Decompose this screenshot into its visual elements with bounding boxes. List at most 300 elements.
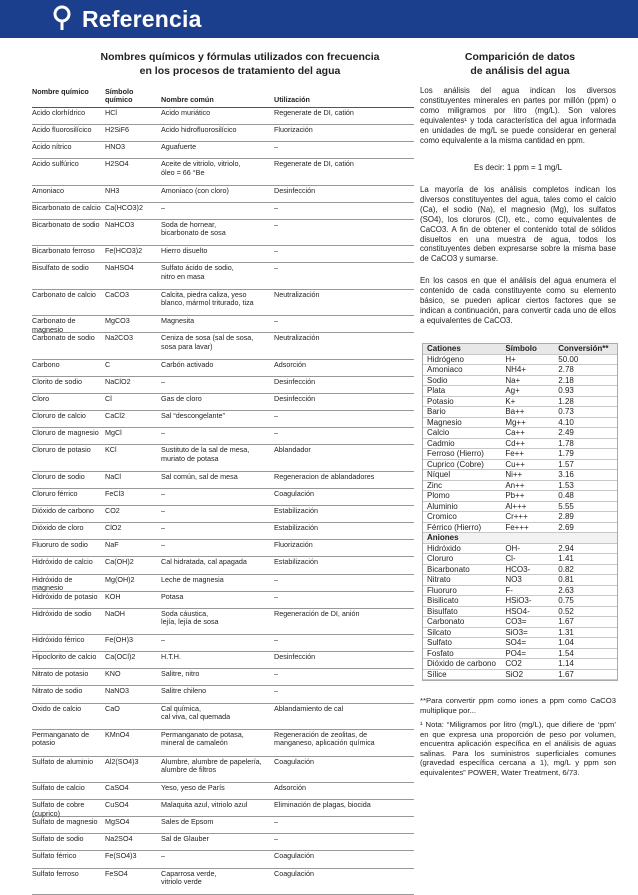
table-cell: HCl <box>105 107 117 117</box>
table-row <box>32 142 414 159</box>
conversion-row <box>423 523 617 534</box>
conversion-cell: F- <box>505 585 513 595</box>
table-cell: Carbonato de calcio <box>32 289 96 299</box>
conversion-row <box>423 460 617 471</box>
conversion-row <box>423 428 617 439</box>
conversion-cell: CO3= <box>505 617 527 626</box>
anion-header <box>423 533 617 544</box>
conversion-row <box>423 607 617 618</box>
table-cell: Yeso, yeso de París <box>161 783 225 793</box>
conversion-cell: 0.75 <box>558 596 574 605</box>
conversion-cell: Nitrato <box>427 575 451 584</box>
table-cell: Sal de Glauber <box>161 834 209 844</box>
intro-paragraph: Los análisis del agua indican los diversos constituyentes minerales en partes por millón (ppm) o como miligramos por litro (mg/L). Son valores equivalentes¹ y toda característica del agua informada en unidades de mg/L se puede considerar en general como equivalente a la misma cantidad en ppm. <box>420 86 616 145</box>
table-row <box>32 203 414 220</box>
table-row <box>32 316 414 333</box>
table-cell: – <box>274 635 278 645</box>
table-cell: Potasa <box>161 591 184 601</box>
conversion-cell: HCO3- <box>505 564 531 574</box>
table-cell: Nitrato de potasio <box>32 669 89 679</box>
conversion-cell: 3.16 <box>558 470 574 479</box>
table-cell: Sal “descongelante” <box>161 411 225 421</box>
table-row <box>32 125 414 142</box>
table-cell: Hierro disuelto <box>161 246 208 256</box>
conversion-cell: Sulfato <box>427 638 452 647</box>
conversion-header <box>423 344 617 355</box>
conversion-cell: Hidrógeno <box>427 354 464 364</box>
table-cell: – <box>274 669 278 679</box>
table-row <box>32 246 414 263</box>
table-cell: Sulfato de cobre (cuprico) <box>32 800 85 818</box>
table-cell: Salitre, nitro <box>161 669 200 679</box>
conversion-paragraph: En los casos en que el análisis del agua enumera el contenido de cada constituyente como su elemento básico, se pueden aplicar ciertos factores que se indican a continuación, para convertir cada uno de ellos a equivalentes de CaCO3. <box>420 276 616 325</box>
table-cell: Mg(OH)2 <box>105 574 135 584</box>
table-row <box>32 540 414 557</box>
table-row <box>32 652 414 669</box>
conversion-row <box>423 628 617 639</box>
table-row <box>32 411 414 428</box>
conversion-cell: NH4+ <box>505 365 526 374</box>
conversion-cell: 2.69 <box>558 522 574 532</box>
table-cell: Coagulación <box>274 489 314 499</box>
search-icon <box>52 5 72 31</box>
conversion-cell: Dióxido de carbono <box>427 659 496 668</box>
table-cell: – <box>274 219 278 229</box>
table-cell: Regeneración de DI, anión <box>274 608 360 618</box>
table-cell: H2SO4 <box>105 159 129 169</box>
table-cell: – <box>274 834 278 844</box>
table-cell: Regeneración de zeolitas, de manganeso, aplicación química <box>274 730 375 748</box>
conversion-cell: Ferroso (Hierro) <box>427 449 484 458</box>
conversion-cell: 1.67 <box>558 617 574 626</box>
table-row <box>32 333 414 360</box>
conversion-cell: SiO2 <box>505 669 524 679</box>
conversion-cell: 50.00 <box>558 354 579 364</box>
conversion-cell: 0.93 <box>558 386 574 395</box>
conversion-cell: Fosfato <box>427 648 454 658</box>
table-cell: Bicarbonato ferroso <box>32 246 95 256</box>
table-cell: Cloruro de magnesio <box>32 428 99 438</box>
table-cell: – <box>274 686 278 696</box>
table-cell: Cloro <box>32 394 50 404</box>
table-cell: – <box>274 428 278 438</box>
table-cell: NaOH <box>105 608 125 618</box>
table-cell: Sustituto de la sal de mesa, muriato de potasa <box>161 445 250 463</box>
table-cell: Caparrosa verde, vitriolo verde <box>161 868 217 886</box>
table-cell: Cal química, cal viva, cal quemada <box>161 703 231 721</box>
table-cell: Na2CO3 <box>105 333 133 343</box>
conversion-cell: Cu++ <box>505 459 525 469</box>
conversion-cell: 1.04 <box>558 638 574 647</box>
table-cell: Ablandamiento de cal <box>274 703 344 713</box>
table-cell: Fe(SO4)3 <box>105 851 137 861</box>
table-cell: Coagulación <box>274 868 314 878</box>
equation: Es decir: 1 ppm = 1 mg/L <box>474 163 562 172</box>
table-cell: Adsorción <box>274 783 306 793</box>
table-cell: NaHCO3 <box>105 219 135 229</box>
table-cell: KNO <box>105 669 121 679</box>
page-title: Referencia <box>82 6 202 32</box>
table-cell: Na2SO4 <box>105 834 133 844</box>
table-cell: Cl <box>105 394 112 404</box>
table-cell: NH3 <box>105 185 120 195</box>
conversion-cell: Cromico <box>427 512 457 521</box>
table-cell: Eliminación de plagas, biocida <box>274 800 371 810</box>
conversion-row <box>423 670 617 681</box>
conversion-cell: Cadmio <box>427 438 455 448</box>
table-cell: Sulfato de aluminio <box>32 756 94 766</box>
header-banner <box>0 0 638 38</box>
table-cell: NaF <box>105 540 119 550</box>
table-cell: Permanganato de potasa, mineral de camaleón <box>161 730 244 748</box>
conversion-cell: Magnesio <box>427 417 462 427</box>
table-cell: – <box>274 316 278 326</box>
table-cell: Al2(SO4)3 <box>105 756 139 766</box>
conversion-cell: Cationes <box>427 344 461 353</box>
table-cell: – <box>274 574 278 584</box>
table-cell: Gas de cloro <box>161 394 202 404</box>
table-cell: Acido nítrico <box>32 142 72 151</box>
table-row <box>32 186 414 203</box>
table-cell: Magnesita <box>161 316 195 326</box>
table-cell: – <box>274 411 278 421</box>
conversion-cell: Níquel <box>427 470 451 479</box>
table-cell: Estabilización <box>274 506 318 516</box>
table-cell: Permanganato de potasio <box>32 730 90 748</box>
table-cell: Cal hidratada, cal apagada <box>161 557 247 567</box>
table-cell: Carbonato de sodio <box>32 333 95 343</box>
table-cell: Cloruro de calcio <box>32 411 86 421</box>
table-cell: – <box>161 540 165 550</box>
conversion-row <box>423 565 617 576</box>
conversion-cell: H+ <box>505 354 516 364</box>
conversion-cell: Potasio <box>427 396 454 406</box>
conversion-cell: Plata <box>427 386 446 395</box>
table-cell: Fe(OH)3 <box>105 635 133 645</box>
conversion-cell: 1.54 <box>558 648 574 658</box>
table-cell: Regenerate de DI, catión <box>274 107 354 117</box>
table-cell: Desinfección <box>274 185 316 195</box>
table-row <box>32 263 414 290</box>
table-cell: Oxido de calcio <box>32 703 82 713</box>
table-cell: Sales de Epsom <box>161 817 214 827</box>
table-cell: Regenerate de DI, catión <box>274 159 354 169</box>
conversion-cell: Amoniaco <box>427 365 463 374</box>
table-body <box>32 108 414 895</box>
table-row <box>32 817 414 834</box>
table-cell: Alumbre, alumbre de papelería, alumbre de filtros <box>161 756 262 774</box>
conversion-row <box>423 512 617 523</box>
table-cell: Cloruro férrico <box>32 489 78 499</box>
table-row <box>32 669 414 686</box>
conversion-cell: Ag+ <box>505 386 520 395</box>
conversion-cell: PO4= <box>505 648 526 658</box>
table-cell: Clorito de sodio <box>32 377 82 387</box>
table-row <box>32 445 414 472</box>
table-row <box>32 730 414 757</box>
table-row <box>32 523 414 540</box>
conversion-row <box>423 575 617 586</box>
table-cell: Acido muriático <box>161 107 211 117</box>
table-cell: CuSO4 <box>105 800 129 810</box>
table-cell: Acido fluorosilícico <box>32 124 92 134</box>
conversion-cell: Al+++ <box>505 501 527 511</box>
table-row <box>32 575 414 592</box>
table-cell: Cloruro de potasio <box>32 445 91 455</box>
table-cell: Sulfato de sodio <box>32 834 84 844</box>
table-cell: Desinfección <box>274 394 316 404</box>
conversion-cell: 1.67 <box>558 669 574 679</box>
footnote-conversion: **Para convertir ppm como iones a ppm como CaCO3 multiplique por... <box>420 696 616 715</box>
table-cell: H.T.H. <box>161 652 181 662</box>
table-cell: Sulfato de calcio <box>32 783 85 793</box>
conversion-row <box>423 596 617 607</box>
conversion-row <box>423 586 617 597</box>
table-cell: Amoniaco (con cloro) <box>161 185 229 195</box>
conversion-row <box>423 386 617 397</box>
conversion-cell: Símbolo <box>505 344 537 353</box>
table-cell: Coagulación <box>274 851 314 861</box>
table-cell: Hidróxido de magnesio <box>32 574 73 592</box>
table-cell: Bicarbonato de sodio <box>32 219 100 229</box>
conversion-cell: 2.89 <box>558 512 574 521</box>
conversion-cell: Férrico (Hierro) <box>427 522 482 532</box>
conversion-cell: Pb++ <box>505 491 525 500</box>
conversion-cell: 2.49 <box>558 428 574 437</box>
table-cell: Neutralización <box>274 333 320 343</box>
table-cell: Soda cáustica, lejía, lejía de sosa <box>161 608 219 627</box>
table-cell: Estabilización <box>274 523 318 533</box>
conversion-row <box>423 355 617 366</box>
conversion-row <box>423 502 617 513</box>
table-row <box>32 290 414 317</box>
table-cell: Soda de hornear, bicarbonato de sosa <box>161 219 226 238</box>
table-row <box>32 159 414 186</box>
header-cell: Utilización <box>274 95 310 104</box>
table-cell: C <box>105 359 111 369</box>
constituents-paragraph: La mayoría de los análisis completos indican los diversos constituyentes del agua, tales como el calcio (Ca), el sodio (Na), el magnesio (Mg), los sulfatos (SO4), los cloruros (Cl), etc., como equivalentes de CaCO3. A fin de obtener el contenido total de sólidos disueltos en una muestra de agua, todos los constituyentes deben expresarse sobre la misma base de CaCO3 y sumarse. <box>420 185 616 264</box>
conversion-cell: Fe++ <box>505 449 524 458</box>
table-cell: – <box>161 851 165 861</box>
table-row <box>32 428 414 445</box>
table-cell: Hipoclorito de calcio <box>32 652 97 662</box>
table-row <box>32 800 414 817</box>
table-cell: – <box>161 377 165 387</box>
conversion-row <box>423 491 617 502</box>
table-cell: Sulfato férrico <box>32 851 77 861</box>
table-cell: Hidróxido de potasio <box>32 591 98 601</box>
table-row <box>32 108 414 125</box>
table-row <box>32 592 414 609</box>
table-cell: – <box>274 142 278 151</box>
table-cell: Acido clorhídrico <box>32 107 86 117</box>
table-cell: Salitre chileno <box>161 686 207 696</box>
table-cell: CaCO3 <box>105 289 129 299</box>
conversion-cell: 1.41 <box>558 554 574 563</box>
table-cell: Desinfección <box>274 377 316 387</box>
conversion-row <box>423 638 617 649</box>
table-cell: Fluorización <box>274 540 313 550</box>
table-row <box>32 609 414 636</box>
conversion-row <box>423 554 617 565</box>
conversion-cell: 4.10 <box>558 417 574 427</box>
conversion-cell: 0.48 <box>558 491 574 500</box>
table-row <box>32 472 414 489</box>
table-cell: CaCl2 <box>105 411 125 421</box>
table-row <box>32 686 414 703</box>
conversion-table <box>422 343 618 681</box>
conversion-cell: 0.73 <box>558 407 574 416</box>
table-cell: Nitrato de sodio <box>32 686 83 696</box>
conversion-row <box>423 470 617 481</box>
conversion-cell: 1.57 <box>558 459 574 469</box>
table-cell: FeCl3 <box>105 489 125 499</box>
conversion-row <box>423 544 617 555</box>
table-cell: Adsorción <box>274 359 306 369</box>
conversion-cell: 2.78 <box>558 365 574 374</box>
conversion-cell: 0.81 <box>558 575 574 584</box>
table-cell: Acido hidrofluorosilícico <box>161 124 237 134</box>
conversion-row <box>423 617 617 628</box>
table-cell: Desinfección <box>274 652 316 662</box>
conversion-cell: Hidróxido <box>427 543 461 553</box>
conversion-cell: 1.28 <box>558 396 574 406</box>
header-cell: Símbolo químico <box>105 87 134 105</box>
table-row <box>32 851 414 868</box>
conversion-cell: 0.52 <box>558 606 574 616</box>
conversion-row <box>423 649 617 660</box>
conversion-cell: 1.78 <box>558 438 574 448</box>
header-cell: Nombre común <box>161 95 214 104</box>
table-cell: CaO <box>105 703 120 713</box>
table-cell: Sulfato de magnesio <box>32 817 98 827</box>
table-row <box>32 360 414 377</box>
conversion-cell: Ba++ <box>505 407 525 416</box>
conversion-row <box>423 418 617 429</box>
table-cell: – <box>161 428 165 438</box>
conversion-cell: Ni++ <box>505 470 523 479</box>
table-cell: – <box>274 246 278 256</box>
table-cell: Sal común, sal de mesa <box>161 471 238 481</box>
table-row <box>32 704 414 731</box>
conversion-cell: Cloruro <box>427 554 454 563</box>
table-cell: – <box>161 202 165 212</box>
table-cell: MgCO3 <box>105 316 130 326</box>
table-cell: CaSO4 <box>105 783 129 793</box>
table-cell: Neutralización <box>274 289 320 299</box>
conversion-cell: SO4= <box>505 638 526 647</box>
conversion-cell: 0.82 <box>558 564 574 574</box>
conversion-cell: 5.55 <box>558 501 574 511</box>
table-cell: Bicarbonato de calcio <box>32 202 101 212</box>
comparison-heading: Comparición de datos de análisis del agua <box>464 51 576 77</box>
table-row <box>32 220 414 247</box>
table-cell: Fluoruro de sodio <box>32 540 88 550</box>
table-cell: Calcita, piedra caliza, yeso blanco, mármol triturado, tiza <box>161 289 254 308</box>
conversion-cell: Conversión** <box>558 344 609 353</box>
conversion-cell: OH- <box>505 543 520 553</box>
chemicals-table <box>32 88 414 895</box>
table-cell: – <box>274 817 278 827</box>
table-cell: Leche de magnesia <box>161 574 224 584</box>
table-cell: Carbono <box>32 359 60 369</box>
conversion-cell: Cr+++ <box>505 512 528 521</box>
table-cell: Ablandador <box>274 445 311 455</box>
table-cell: NaHSO4 <box>105 263 134 273</box>
table-cell: Aguafuerte <box>161 142 197 151</box>
table-cell: Coagulación <box>274 756 314 766</box>
table-cell: MgCl <box>105 428 122 438</box>
table-cell: FeSO4 <box>105 868 128 878</box>
conversion-cell: Carbonato <box>427 617 465 626</box>
table-cell: Cloruro de sodio <box>32 471 85 481</box>
table-header <box>32 88 414 108</box>
table-cell: Ca(OCl)2 <box>105 652 136 662</box>
table-cell: Carbón activado <box>161 359 214 369</box>
table-cell: Carbonato de magnesio <box>32 316 76 334</box>
table-cell: Ca(OH)2 <box>105 557 134 567</box>
table-cell: Regeneracion de ablandadores <box>274 471 375 481</box>
conversion-row <box>423 365 617 376</box>
table-cell: MgSO4 <box>105 817 130 827</box>
conversion-row <box>423 659 617 670</box>
conversion-cell: K+ <box>505 396 516 406</box>
table-cell: ClO2 <box>105 523 122 533</box>
table-heading: Nombres químicos y fórmulas utilizados con frecuencia en los procesos de tratamiento del agua <box>100 51 380 77</box>
conversion-cell: Sílice <box>427 669 447 679</box>
conversion-cell: 1.14 <box>558 659 574 668</box>
table-cell: HNO3 <box>105 142 125 151</box>
table-cell: Malaquita azul, vitriolo azul <box>161 800 248 810</box>
conversion-cell: Na+ <box>505 375 521 385</box>
table-cell: NaCl <box>105 471 121 481</box>
table-cell: – <box>161 635 165 645</box>
table-cell: Sulfato ferroso <box>32 868 79 878</box>
conversion-cell: Ca++ <box>505 428 525 437</box>
table-cell: Fluorización <box>274 124 313 134</box>
table-cell: Fe(HCO3)2 <box>105 246 143 256</box>
conversion-cell: Calcio <box>427 428 450 437</box>
table-cell: Acido sulfúrico <box>32 159 79 169</box>
table-row <box>32 489 414 506</box>
table-cell: NaClO2 <box>105 377 131 387</box>
table-cell: Dióxido de carbono <box>32 506 94 516</box>
conversion-cell: Bisulfato <box>427 606 458 616</box>
conversion-cell: 1.31 <box>558 627 574 637</box>
conversion-cell: HSiO3- <box>505 596 532 605</box>
table-cell: Bisulfato de sodio <box>32 263 89 273</box>
table-cell: – <box>274 202 278 212</box>
conversion-row <box>423 439 617 450</box>
conversion-cell: HSO4- <box>505 606 530 616</box>
conversion-cell: Fluoruro <box>427 585 457 595</box>
conversion-cell: 1.79 <box>558 449 574 458</box>
conversion-cell: Cuprico (Cobre) <box>427 459 484 469</box>
footnote-note: ¹ Nota: “Miligramos por litro (mg/L), que difiere de ‘ppm’ en que expresa una proporción de peso por volumen, encuentra aplicación específica en el análisis de aguas salinas. Para los suministros superficiales comunes (gravedad específica cercana a 1), mg/L y ppm son equivalentes” POWER, Water Treatment, 6/73. <box>420 720 616 777</box>
table-cell: Aceite de vitriolo, vitriolo, óleo = 66 °Be <box>161 159 241 177</box>
table-row <box>32 394 414 411</box>
table-cell: Hidróxido férrico <box>32 635 85 645</box>
conversion-cell: SiO3= <box>505 627 528 637</box>
conversion-cell: NO3 <box>505 575 522 584</box>
conversion-cell: Silcato <box>427 627 452 637</box>
conversion-cell: Sodio <box>427 375 448 385</box>
conversion-cell: 2.63 <box>558 585 574 595</box>
conversion-cell: Zinc <box>427 480 443 490</box>
table-cell: – <box>274 263 278 273</box>
conversion-cell: Bicarbonato <box>427 564 470 574</box>
table-row <box>32 557 414 574</box>
